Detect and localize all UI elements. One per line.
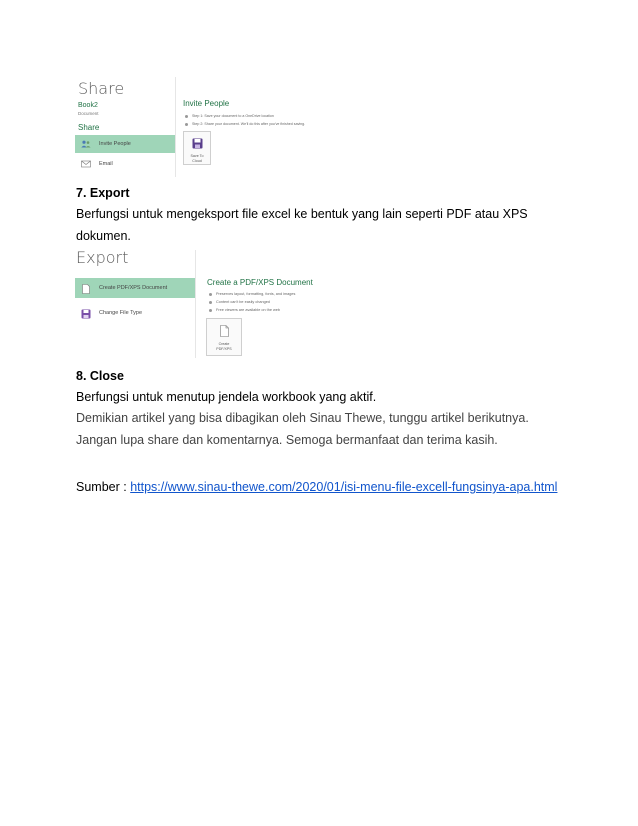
invite-people-title: Invite People [183, 99, 230, 108]
sidebar-item-invite-people[interactable] [75, 135, 175, 153]
bullet-item: Content can't be easily changed [209, 300, 270, 304]
step-item: Step 1: Save your document to a OneDrive location [185, 114, 274, 118]
export-screenshot [75, 250, 345, 358]
email-icon [81, 160, 91, 168]
sidebar-item-label: Create PDF/XPS Document [99, 285, 168, 291]
create-pdf-xps-title: Create a PDF/XPS Document [207, 278, 313, 287]
people-icon [81, 140, 91, 148]
save-icon [81, 309, 91, 317]
source-line [76, 476, 576, 498]
export-title: Export [76, 248, 129, 267]
sidebar-item-label: Change File Type [99, 310, 143, 316]
bullet-item: Free viewers are available on the web [209, 308, 280, 312]
sidebar-item-label: Invite People [99, 141, 131, 147]
save-to-cloud-button[interactable]: Save To Cloud [183, 131, 211, 165]
closing-line-2: Jangan lupa share dan komentarnya. Semoga bermanfaat dan terima kasih. [76, 433, 498, 447]
source-label: Sumber : [76, 480, 131, 494]
workbook-name: Book2 [78, 102, 98, 109]
sidebar-item-email[interactable] [75, 155, 175, 173]
section-8-body: Berfungsi untuk menutup jendela workbook yang aktif. [76, 390, 377, 404]
sidebar-item-create-pdf[interactable] [75, 278, 195, 298]
save-icon [184, 136, 210, 154]
step-item: Step 2: Share your document. We'll do this after you've finished saving. [185, 122, 305, 126]
bullet-item: Preserves layout, formatting, fonts, and images [209, 292, 295, 296]
section-7-heading: 7. Export [76, 186, 130, 200]
workbook-subtitle: Document [78, 111, 99, 116]
source-link[interactable]: https://www.sinau-thewe.com/2020/01/isi-menu-file-excell-fungsinya-apa.html [130, 480, 558, 494]
share-section-label: Share [78, 123, 100, 132]
share-screenshot [75, 77, 345, 177]
section-8-heading: 8. Close [76, 369, 124, 383]
sidebar-item-label: Email [99, 161, 113, 167]
document-icon [81, 284, 91, 292]
create-pdf-xps-button[interactable]: Create PDF/XPS [206, 318, 242, 356]
closing-line-1: Demikian artikel yang bisa dibagikan oleh Sinau Thewe, tunggu artikel berikutnya. [76, 411, 529, 425]
share-title: Share [78, 79, 125, 98]
pdf-document-icon [207, 324, 241, 342]
sidebar-item-change-file-type[interactable] [75, 303, 195, 323]
section-7-body: Berfungsi untuk mengeksport file excel ke bentuk yang lain seperti PDF atau XPS dokumen. [76, 207, 528, 243]
